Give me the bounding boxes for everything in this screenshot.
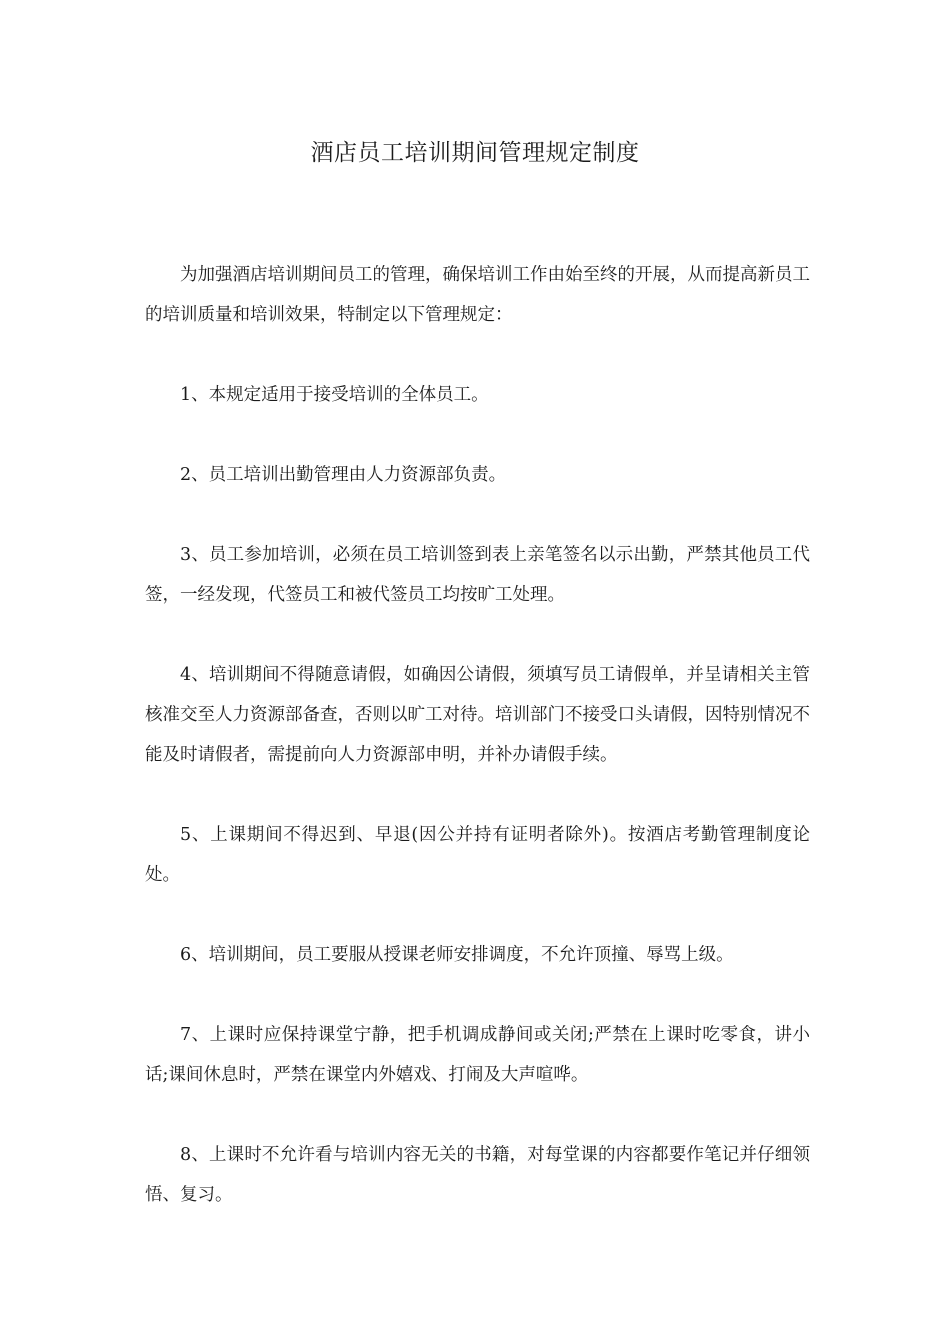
intro-paragraph: 为加强酒店培训期间员工的管理，确保培训工作由始至终的开展，从而提高新员工的培训质量和培训效果，特制定以下管理规定：: [145, 265, 810, 325]
rule-item-7: 7、上课时应保持课堂宁静，把手机调成静间或关闭;严禁在上课时吃零食，讲小话;课间休息时，严禁在课堂内外嬉戏、打闹及大声喧哗。: [145, 1025, 810, 1085]
document-title: 酒店员工培训期间管理规定制度: [310, 140, 640, 166]
rule-item-1: 1、本规定适用于接受培训的全体员工。: [180, 385, 489, 405]
document-body: [145, 255, 810, 1255]
rule-item-5: 5、上课期间不得迟到、早退(因公并持有证明者除外)。按酒店考勤管理制度论处。: [145, 825, 810, 885]
rule-item-6: 6、培训期间，员工要服从授课老师安排调度，不允许顶撞、辱骂上级。: [180, 945, 734, 965]
rule-item-4: 4、培训期间不得随意请假，如确因公请假，须填写员工请假单，并呈请相关主管核准交至人力资源部备查，否则以旷工对待。培训部门不接受口头请假，因特别情况不能及时请假者，需提前向人力资源部申明，并补办请假手续。: [145, 665, 810, 765]
rule-item-8: 8、上课时不允许看与培训内容无关的书籍，对每堂课的内容都要作笔记并仔细领悟、复习。: [145, 1145, 810, 1205]
rule-item-2: 2、员工培训出勤管理由人力资源部负责。: [180, 465, 507, 485]
rule-item-3: 3、员工参加培训，必须在员工培训签到表上亲笔签名以示出勤，严禁其他员工代签，一经发现，代签员工和被代签员工均按旷工处理。: [145, 545, 810, 605]
